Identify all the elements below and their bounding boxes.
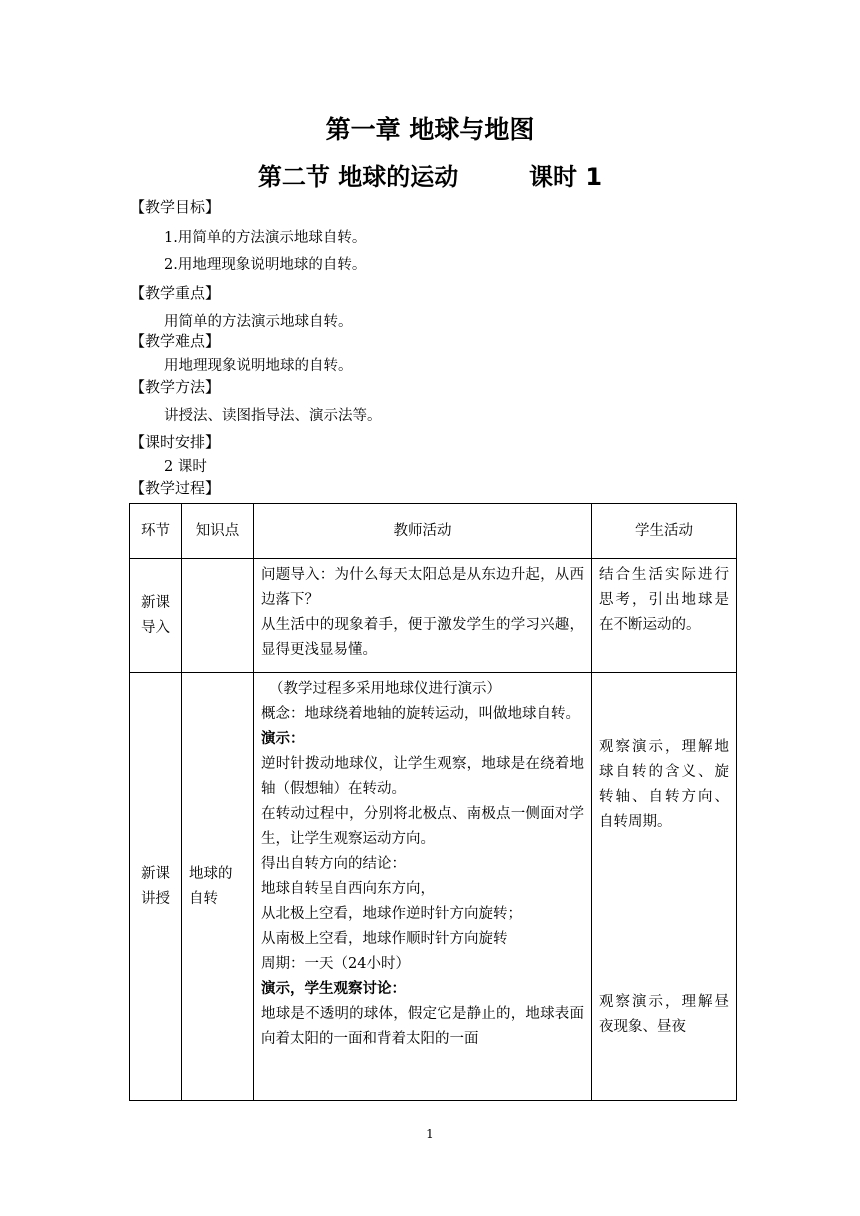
teacher-paragraph: （教学过程多采用地球仪进行演示） xyxy=(269,681,501,697)
difficulties-heading: 【教学难点】 xyxy=(130,332,221,350)
knowledge-cell: 地球的自转 xyxy=(182,673,254,1101)
teacher-activity-cell xyxy=(254,673,592,1101)
key-points-text: 用简单的方法演示地球自转。 xyxy=(164,314,353,330)
header-cell: 教师活动 xyxy=(254,504,592,559)
teacher-paragraph: 地球是不透明的球体，假定它是静止的，地球表面向着太阳的一面和背着太阳的一面 xyxy=(261,1006,584,1047)
demo-label: 演示： xyxy=(261,731,305,747)
teacher-paragraph: 地球自转呈自西向东方向， xyxy=(261,881,435,897)
stage-cell: 新课讲授 xyxy=(130,673,182,1101)
teacher-activity-cell xyxy=(254,559,592,673)
student-activity-cell: 结合生活实际进行思考，引出地球是在不断运动的。 xyxy=(592,559,737,673)
lesson-process-table xyxy=(129,503,737,1101)
goal-item: 1.用简单的方法演示地球自转。 xyxy=(164,230,367,246)
stage-cell: 新课导入 xyxy=(130,559,182,673)
student-paragraph: 观察演示，理解地球自转的含义、旋转轴、自转方向、自转周期。 xyxy=(599,739,729,830)
methods-heading: 【教学方法】 xyxy=(130,378,221,396)
teacher-paragraph: 从生活中的现象着手，便于激发学生的学习兴趣，显得更浅显易懂。 xyxy=(261,617,584,658)
methods-text: 讲授法、读图指导法、演示法等。 xyxy=(164,408,382,424)
teacher-paragraph: 从北极上空看，地球作逆时针方向旋转； xyxy=(261,906,522,922)
teacher-paragraph: 逆时针拨动地球仪，让学生观察，地球是在绕着地轴（假想轴）在转动。 xyxy=(261,756,584,797)
section-title: 第二节 地球的运动 xyxy=(257,163,459,191)
student-paragraph: 观察演示，理解昼夜现象、昼夜 xyxy=(599,994,729,1035)
table-header-row xyxy=(130,504,737,559)
process-heading: 【教学过程】 xyxy=(130,479,221,497)
demo-discussion-label: 演示，学生观察讨论： xyxy=(261,981,406,997)
header-cell: 学生活动 xyxy=(592,504,737,559)
section-title-line xyxy=(0,157,860,192)
teacher-paragraph: 周期：一天（24小时） xyxy=(261,956,410,972)
table-row xyxy=(130,559,737,673)
header-cell: 环节 xyxy=(130,504,182,559)
schedule-text: 2 课时 xyxy=(164,459,207,475)
page-number: 1 xyxy=(426,1127,434,1141)
teacher-paragraph: 概念：地球绕着地轴的旋转运动，叫做地球自转。 xyxy=(261,706,580,722)
student-activity-cell xyxy=(592,673,737,1101)
schedule-heading: 【课时安排】 xyxy=(130,433,221,451)
knowledge-cell xyxy=(182,559,254,673)
difficulties-text: 用地理现象说明地球的自转。 xyxy=(164,358,353,374)
table-row xyxy=(130,673,737,1101)
goals-heading: 【教学目标】 xyxy=(130,198,221,216)
lesson-label: 课时 1 xyxy=(529,163,603,191)
teacher-paragraph: 在转动过程中，分别将北极点、南极点一侧面对学生，让学生观察运动方向。 xyxy=(261,806,584,847)
teacher-paragraph: 得出自转方向的结论： xyxy=(261,856,406,872)
teacher-paragraph: 问题导入：为什么每天太阳总是从东边升起，从西边落下？ xyxy=(261,567,584,608)
chapter-title: 第一章 地球与地图 xyxy=(325,115,535,144)
goal-item: 2.用地理现象说明地球的自转。 xyxy=(164,257,367,273)
teacher-paragraph: 从南极上空看，地球作顺时针方向旋转 xyxy=(261,931,508,947)
key-points-heading: 【教学重点】 xyxy=(130,284,221,302)
header-cell: 知识点 xyxy=(182,504,254,559)
